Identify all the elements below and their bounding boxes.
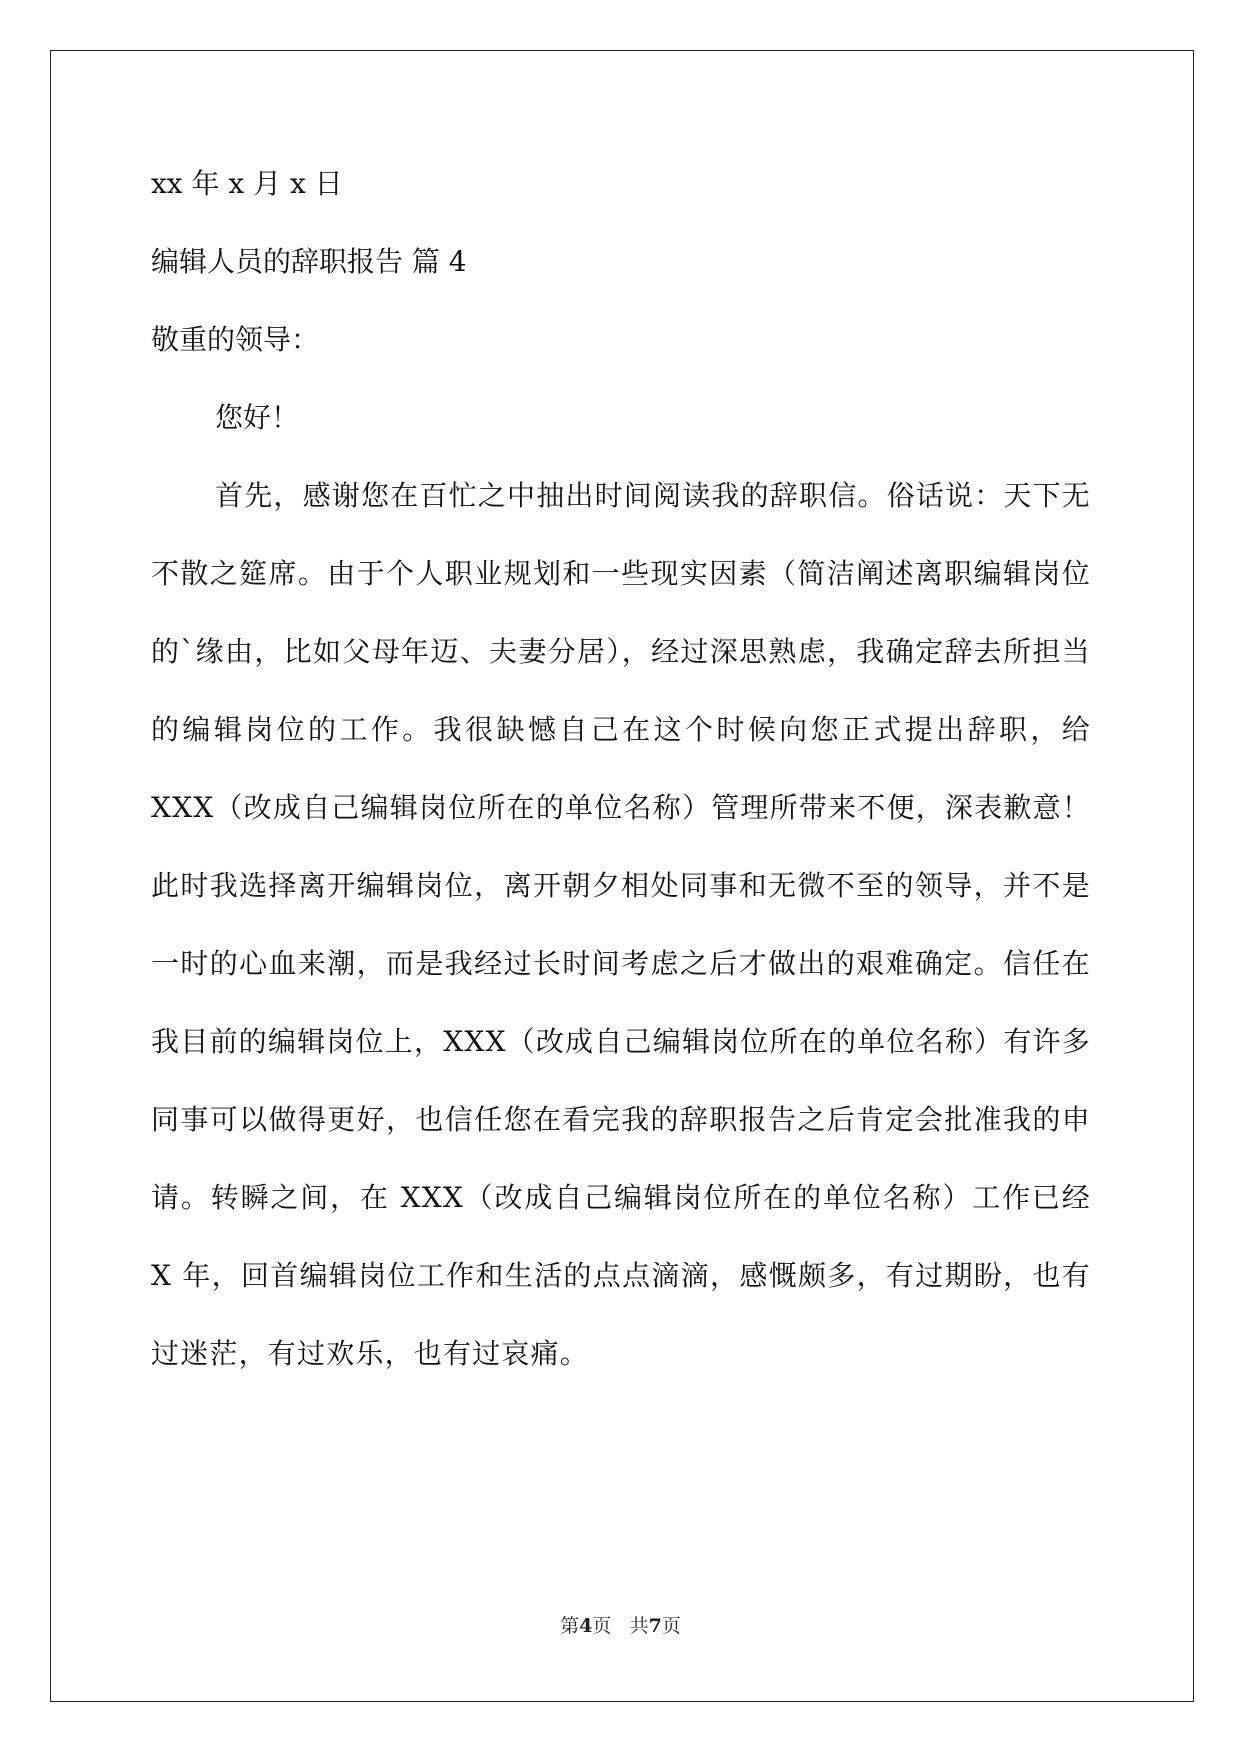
current-page-number: 4 xyxy=(579,1615,593,1637)
body-paragraph: 首先，感谢您在百忙之中抽出时间阅读我的辞职信。俗话说：天下无不散之筵席。由于个人职业规划和一些现实因素（简洁阐述离职编辑岗位的`缘由，比如父母年迈、夫妻分居），经过深思熟虑，我确定辞去所担当的编辑岗位的工作。我很缺憾自己在这个时候向您正式提出辞职，给 XXX（改成自己编辑岗位所在的单位名称）管理所带来不便，深表歉意！此时我选择离开编辑岗位，离开朝夕相处同事和无微不至的领导，并不是一时的心血来潮，而是我经过长时间考虑之后才做出的艰难确定。信任在我目前的编辑岗位上，XXX（改成自己编辑岗位所在的单位名称）有许多同事可以做得更好，也信任您在看完我的辞职报告之后肯定会批准我的申请。转瞬之间，在 XXX（改成自己编辑岗位所在的单位名称）工作已经 X 年，回首编辑岗位工作和生活的点点滴滴，感慨颇多，有过期盼，也有过迷茫，有过欢乐，也有过哀痛。 xyxy=(151,479,1092,1370)
salutation: 敬重的领导： xyxy=(151,323,320,356)
footer-total-suffix: 页 xyxy=(661,1615,681,1637)
footer-total-prefix: 共 xyxy=(629,1615,649,1637)
date-line: xx 年 x 月 x 日 xyxy=(151,167,343,200)
footer-page-word: 页 xyxy=(592,1615,612,1637)
footer-prefix: 第 xyxy=(560,1615,580,1637)
total-page-count: 7 xyxy=(648,1615,662,1637)
page-footer xyxy=(0,1614,1241,1638)
document-title: 编辑人员的辞职报告 篇 4 xyxy=(151,245,467,278)
document-content xyxy=(151,166,1091,1393)
greeting: 您好！ xyxy=(215,401,300,434)
